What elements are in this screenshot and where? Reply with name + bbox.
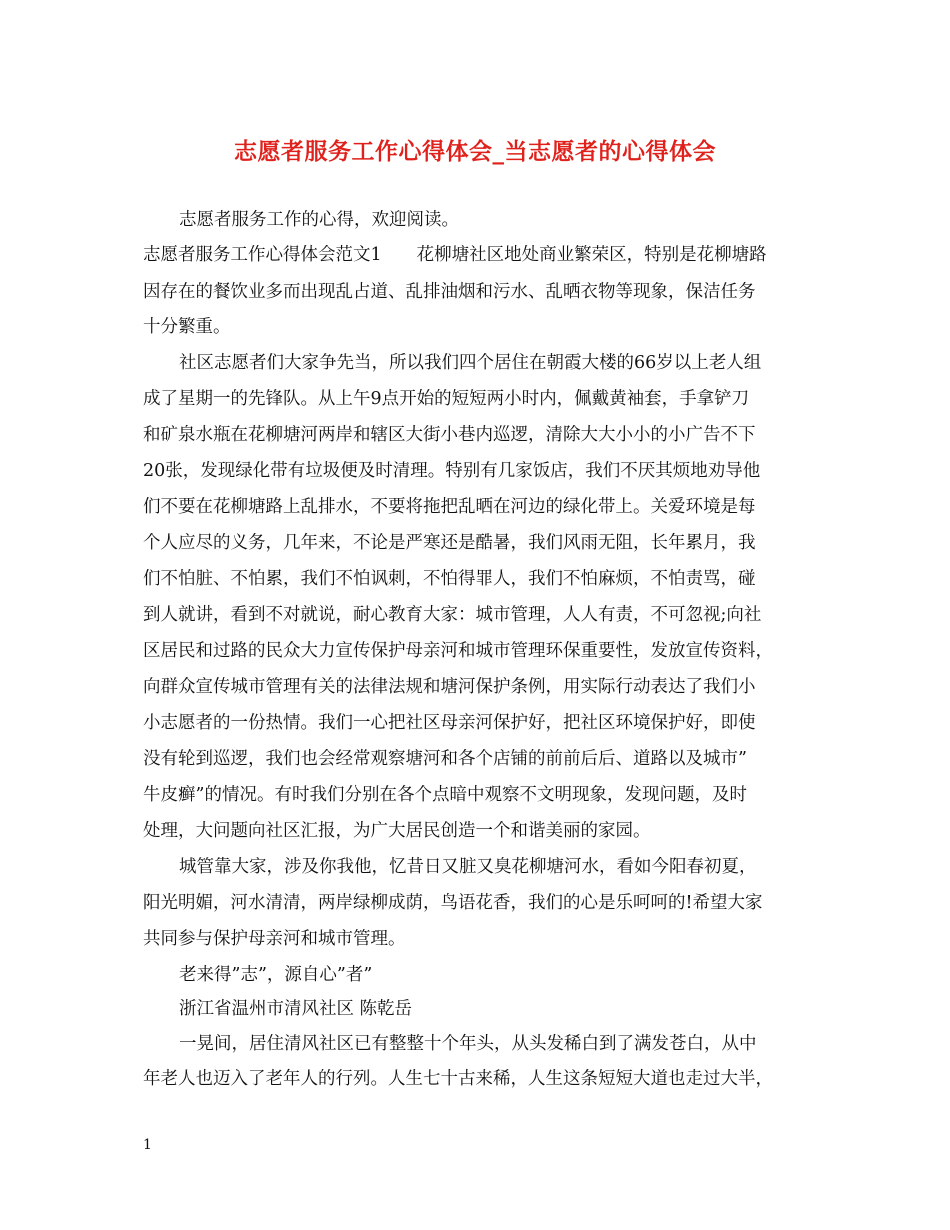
paragraph-line: 处理，大问题向社区汇报，为广大居民创造一个和谐美丽的家园。 [143,821,651,841]
paragraph-line: 因存在的餐饮业多而出现乱占道、乱排油烟和污水、乱晒衣物等现象，保洁任务 [143,282,756,302]
paragraph-line: 阳光明媚，河水清清，两岸绿柳成荫，鸟语花香，我们的心是乐呵呵的!希望大家 [143,893,763,913]
paragraph-line: 一晃间，居住清风社区已有整整十个年头，从头发稀白到了满发苍白，从中 [179,1034,757,1054]
paragraph-line: 个人应尽的义务，几年来，不论是严寒还是酷暑，我们风雨无阻，长年累月，我 [143,533,756,553]
paragraph-line: 年老人也迈入了老年人的行列。人生七十古来稀，人生这条短短大道也走过大半， [143,1069,773,1089]
paragraph-line: 社区志愿者们大家争先当，所以我们四个居住在朝霞大楼的66岁以上老人组 [179,353,762,373]
paragraph-line: 共同参与保护母亲河和城市管理。 [143,929,406,949]
paragraph-line: 和矿泉水瓶在花柳塘河两岸和辖区大街小巷内巡逻，清除大大小小的小广告不下 [143,425,756,445]
paragraph-line: 20张，发现绿化带有垃圾便及时清理。特别有几家饭店，我们不厌其烦地劝导他 [143,461,761,481]
paragraph-line: 到人就讲，看到不对就说，耐心教育大家：城市管理，人人有责，不可忽视;向社 [143,605,762,625]
paragraph-line: 牛皮癣”的情况。有时我们分别在各个点暗中观察不文明现象，发现问题，及时 [143,785,747,805]
paragraph-line: 们不要在花柳塘路上乱排水，不要将拖把乱晒在河边的绿化带上。关爱环境是每 [143,497,756,517]
document-title: 志愿者服务工作心得体会_当志愿者的心得体会 [234,139,716,165]
paragraph-line: 十分繁重。 [143,317,231,337]
paragraph-line: 城管靠大家，涉及你我他，忆昔日又脏又臭花柳塘河水，看如今阳春初夏， [179,857,757,877]
paragraph-line: 浙江省温州市清风社区 陈乾岳 [179,999,413,1019]
paragraph-line: 老来得”志”，源自心”者” [179,965,373,985]
paragraph-line: 没有轮到巡逻，我们也会经常观察塘河和各个店铺的前前后后、道路以及城市” [143,749,747,769]
paragraph-line: 们不怕脏、不怕累，我们不怕讽刺，不怕得罪人，我们不怕麻烦，不怕责骂，碰 [143,569,756,589]
paragraph-line: 区居民和过路的民众大力宣传保护母亲河和城市管理环保重要性，发放宣传资料， [143,641,773,661]
page-number: 1 [143,1137,152,1153]
paragraph-line: 小志愿者的一份热情。我们一心把社区母亲河保护好，把社区环境保护好，即使 [143,713,756,733]
paragraph-line: 向群众宣传城市管理有关的法律法规和塘河保护条例，用实际行动表达了我们小 [143,677,756,697]
paragraph-line: 志愿者服务工作的心得，欢迎阅读。 [179,210,459,230]
paragraph-line: 志愿者服务工作心得体会范文1 花柳塘社区地处商业繁荣区，特别是花柳塘路 [143,245,767,265]
paragraph-line: 成了星期一的先锋队。从上午9点开始的短短两小时内，佩戴黄袖套，手拿铲刀 [143,389,750,409]
